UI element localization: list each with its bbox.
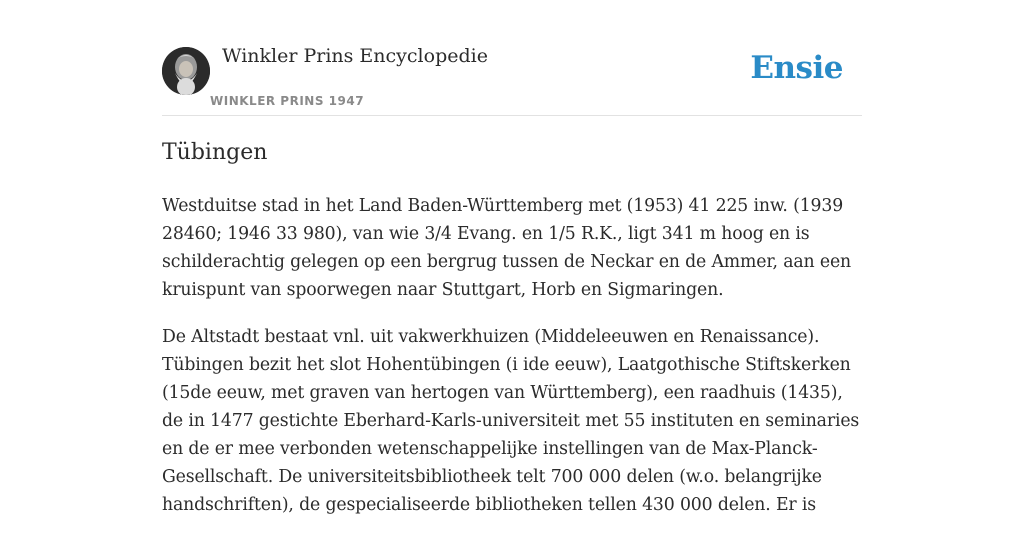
article-paragraph: De Altstadt bestaat vnl. uit vakwerkhuizen (Middeleeuwen en Renaissance). Tübingen bezit het slot Hohentübingen (i ide eeuw), Laatgothische Stiftskerken (15de eeuw, met graven van hertogen van Württemberg), een raadhuis (1435), de in 1477 gestichte Eberhard-Karls-universiteit met 55 instituten en seminaries en de er mee verbonden wetenschappelijke instellingen van de Max-Planck-Gesellschaft. De universiteitsbibliotheek telt 700 000 delen (w.o. belangrijke handschriften), de gespecialiseerde bibliotheken tellen 430 000 delen. Er is (162, 327, 860, 515)
article-body (162, 192, 862, 538)
source-title[interactable]: Winkler Prins Encyclopedie (222, 45, 488, 67)
avatar[interactable] (162, 47, 210, 95)
article-title: Tübingen (162, 140, 268, 165)
page-container (162, 0, 862, 515)
source-header (162, 0, 862, 116)
portrait-image (162, 47, 210, 95)
brand-logo[interactable]: Ensie (750, 50, 843, 86)
source-subtitle: WINKLER PRINS 1947 (210, 94, 365, 108)
article-paragraph: Westduitse stad in het Land Baden-Württemberg met (1953) 41 225 inw. (1939 28460; 1946 33 980), van wie 3/4 Evang. en 1/5 R.K., ligt 341 m hoog en is schilderachtig gelegen op een bergrug tussen de Neckar en de Ammer, aan een kruispunt van spoorwegen naar Stuttgart, Horb en Sigmaringen. (162, 196, 851, 300)
